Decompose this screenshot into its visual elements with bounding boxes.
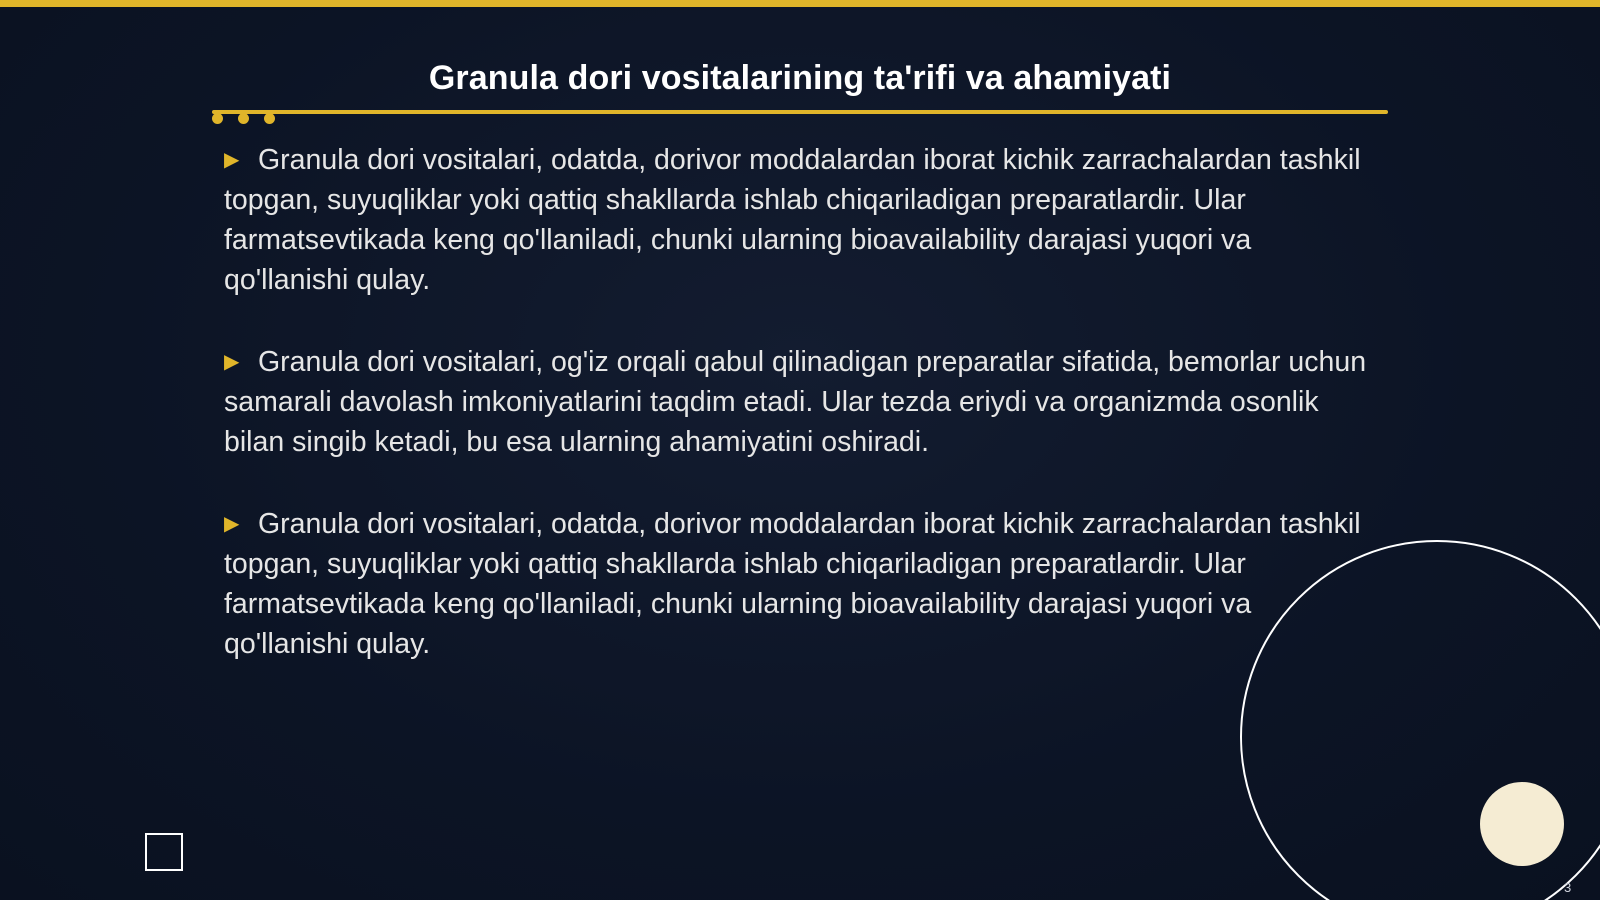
bullet-text: Granula dori vositalari, odatda, dorivor moddalardan iborat kichik zarrachalardan tashkil topgan, suyuqliklar yoki qattiq shakllarda ishlab chiqariladigan preparatlardir. Ular farmatsevtikada keng qo'llaniladi, chunki ularning bioavailability darajasi yuqori va qo'llanishi qulay. bbox=[224, 144, 1361, 296]
bullet-arrow-icon: ▶ bbox=[224, 149, 240, 171]
title-underline bbox=[212, 110, 1388, 114]
page-number: 3 bbox=[1564, 880, 1572, 895]
decorative-square bbox=[145, 833, 183, 871]
bullet-list bbox=[224, 140, 1374, 706]
bullet-text: Granula dori vositalari, og'iz orqali qabul qilinadigan preparatlar sifatida, bemorlar uchun samarali davolash imkoniyatlarini taqdim etadi. Ular tezda eriydi va organizmda osonlik bilan singib ketadi, bu esa ularning ahamiyatini oshiradi. bbox=[224, 346, 1367, 458]
top-accent-bar bbox=[0, 0, 1600, 7]
bullet-paragraph bbox=[224, 504, 1374, 664]
bullet-paragraph bbox=[224, 140, 1374, 300]
decorative-dot bbox=[238, 113, 249, 124]
bullet-paragraph bbox=[224, 342, 1374, 462]
bullet-arrow-icon: ▶ bbox=[224, 351, 240, 373]
decorative-filled-circle bbox=[1480, 782, 1564, 866]
bullet-arrow-icon: ▶ bbox=[224, 513, 240, 535]
decorative-dot bbox=[212, 113, 223, 124]
decorative-dot bbox=[264, 113, 275, 124]
slide-title: Granula dori vositalarining ta'rifi va ahamiyati bbox=[428, 59, 1172, 97]
bullet-text: Granula dori vositalari, odatda, dorivor moddalardan iborat kichik zarrachalardan tashkil topgan, suyuqliklar yoki qattiq shakllarda ishlab chiqariladigan preparatlardir. Ular farmatsevtikada keng qo'llaniladi, chunki ularning bioavailability darajasi yuqori va qo'llanishi qulay. bbox=[224, 508, 1361, 660]
